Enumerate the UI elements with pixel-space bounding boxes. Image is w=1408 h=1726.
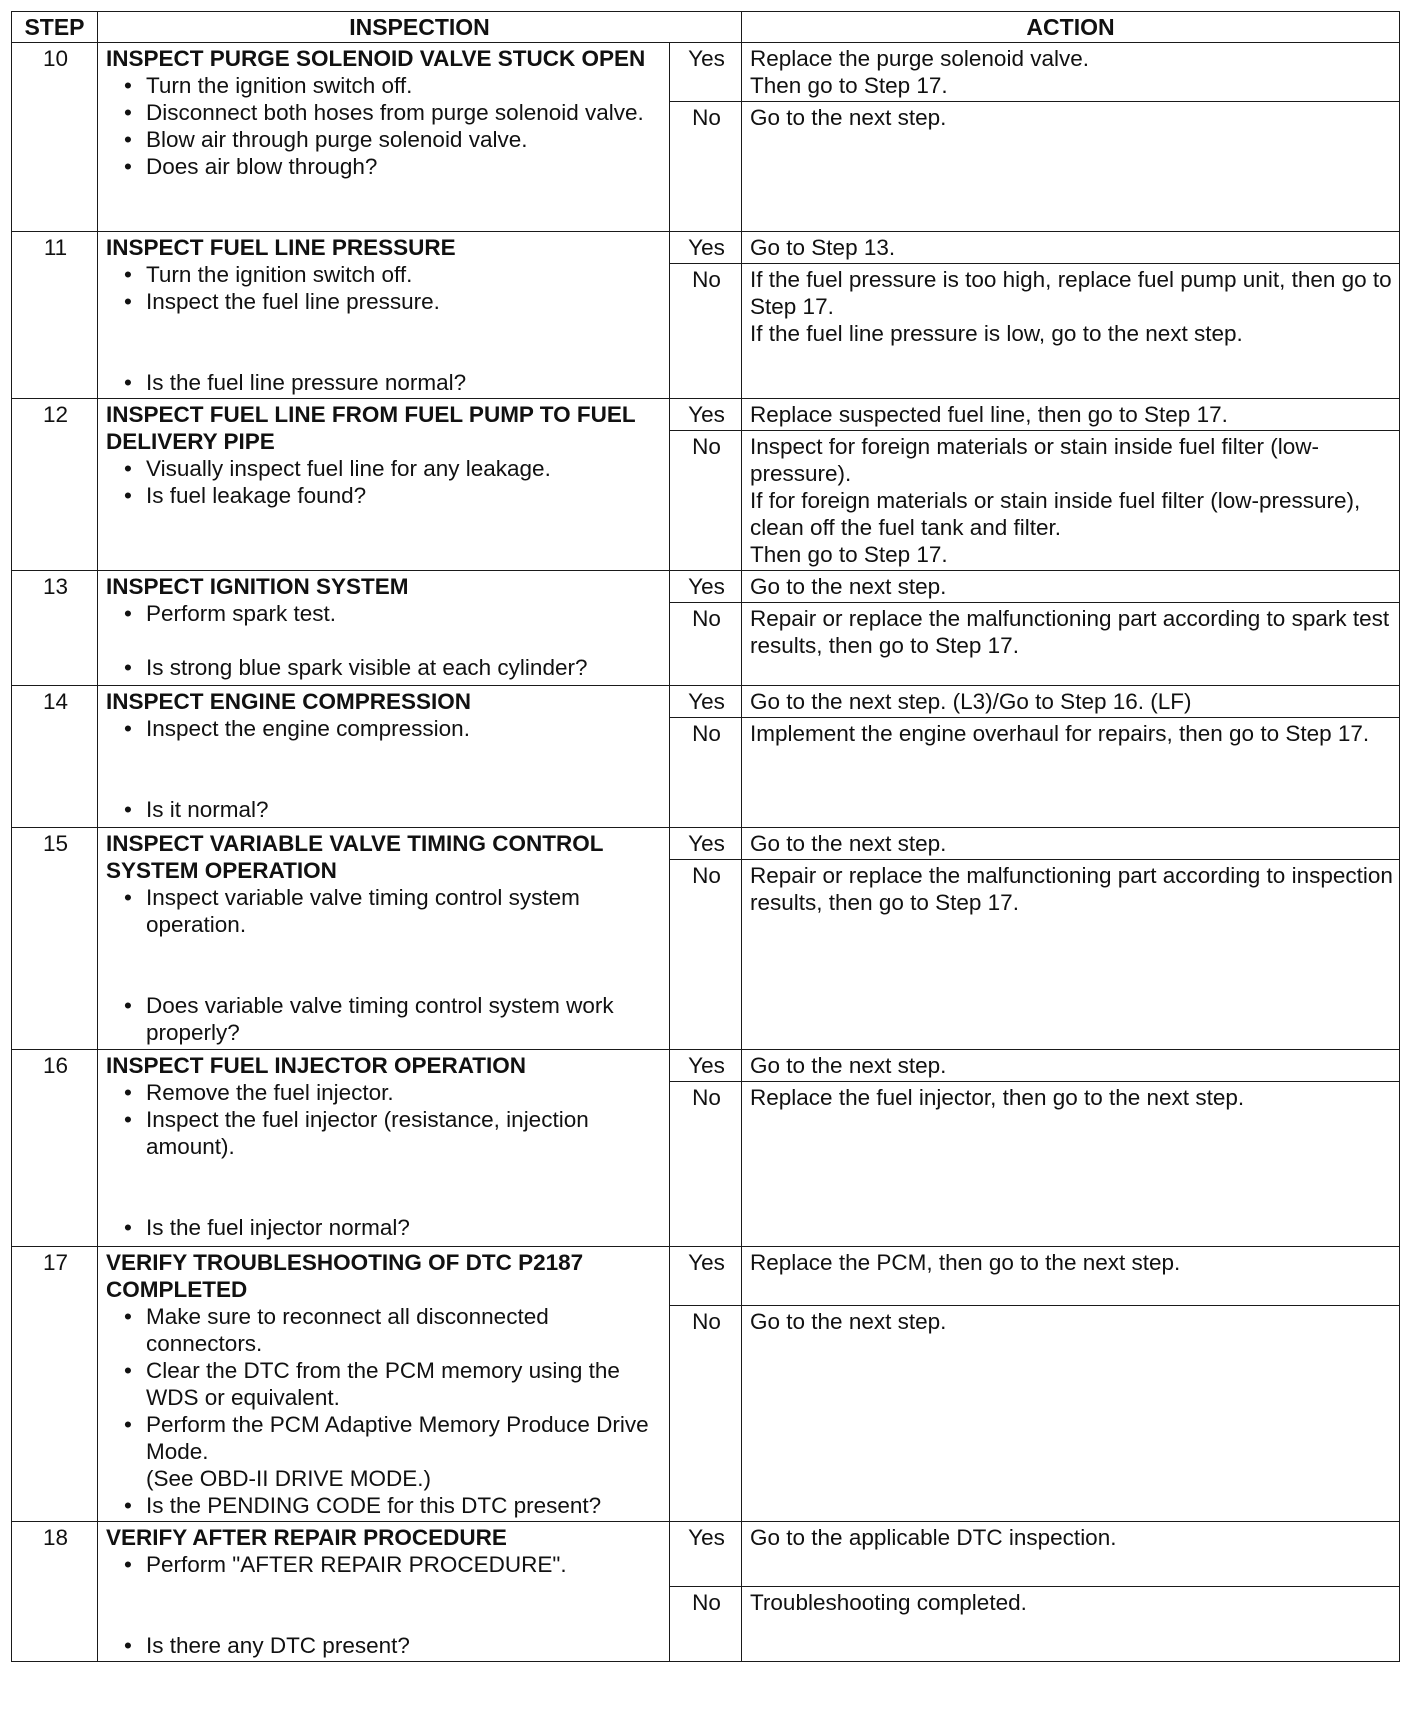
bullet-item: • Blow air through purge solenoid valve. [124, 126, 663, 153]
bullet-text: Perform the PCM Adaptive Memory Produce Drive Mode. [146, 1412, 649, 1464]
bullet-item: • Does air blow through? [124, 153, 663, 180]
inspection-cell [98, 1050, 670, 1247]
step-number: 14 [12, 686, 98, 828]
no-label: No [670, 1082, 742, 1247]
yes-label: Yes [670, 232, 742, 264]
step-row-yes [12, 686, 1400, 718]
step-number: 17 [12, 1247, 98, 1522]
no-label: No [670, 264, 742, 399]
yes-action [742, 399, 1400, 431]
action-line: Then go to Step 17. [750, 542, 948, 567]
no-action [742, 1587, 1400, 1662]
action-line: Troubleshooting completed. [750, 1590, 1027, 1616]
action-line: Repair or replace the malfunctioning part according to inspection results, then go to Step 17. [750, 863, 1393, 915]
no-label: No [670, 1587, 742, 1662]
bullet-item: • Inspect variable valve timing control system operation. [124, 884, 663, 938]
action-line: Implement the engine overhaul for repairs, then go to Step 17. [750, 721, 1370, 746]
bullet-item [124, 1411, 663, 1492]
bullet-item: • Is the fuel injector normal? [124, 1214, 663, 1241]
inspection-title: INSPECT FUEL LINE FROM FUEL PUMP TO FUEL DELIVERY PIPE [106, 402, 636, 454]
no-action [742, 718, 1400, 828]
bullet-item: • Disconnect both hoses from purge solenoid valve. [124, 99, 663, 126]
action-line: Then go to Step 17. [750, 73, 948, 98]
action-line: Go to the next step. [750, 831, 947, 856]
yes-action [742, 1247, 1400, 1306]
no-label: No [670, 718, 742, 828]
action-line: Replace the PCM, then go to the next step. [750, 1250, 1181, 1275]
inspection-cell [98, 686, 670, 828]
step-row-yes [12, 571, 1400, 603]
inspection-title: INSPECT FUEL INJECTOR OPERATION [106, 1053, 527, 1078]
no-label: No [670, 431, 742, 571]
header-row [12, 12, 1400, 43]
inspection-bullets [106, 1551, 663, 1659]
step-column-header: STEP [12, 12, 98, 43]
inspection-cell [98, 571, 670, 686]
bullet-item: • Make sure to reconnect all disconnected connectors. [124, 1303, 663, 1357]
yes-action [742, 232, 1400, 264]
no-action [742, 1082, 1400, 1247]
yes-label: Yes [670, 828, 742, 860]
no-label: No [670, 102, 742, 232]
yes-label: Yes [670, 1522, 742, 1587]
bullet-item: • Is the fuel line pressure normal? [124, 369, 663, 396]
inspection-cell [98, 232, 670, 399]
no-action [742, 431, 1400, 571]
inspection-title: INSPECT IGNITION SYSTEM [106, 574, 409, 599]
step-row-yes [12, 828, 1400, 860]
yes-action [742, 686, 1400, 718]
inspection-title: VERIFY TROUBLESHOOTING OF DTC P2187 COMPLETED [106, 1250, 584, 1302]
bullet-item: • Clear the DTC from the PCM memory using the WDS or equivalent. [124, 1357, 663, 1411]
inspection-cell [98, 399, 670, 571]
yes-action [742, 828, 1400, 860]
step-number: 10 [12, 43, 98, 232]
bullet-item: • Remove the fuel injector. [124, 1079, 663, 1106]
no-action [742, 264, 1400, 399]
action-line: Go to Step 13. [750, 235, 896, 260]
action-line: Go to the next step. (L3)/Go to Step 16. (LF) [750, 689, 1192, 714]
bullet-note: (See OBD-II DRIVE MODE.) [146, 1466, 432, 1491]
bullet-item: • Inspect the fuel injector (resistance, injection amount). [124, 1106, 663, 1160]
step-number: 13 [12, 571, 98, 686]
inspection-cell [98, 43, 670, 232]
step-row-yes [12, 232, 1400, 264]
inspection-title: INSPECT FUEL LINE PRESSURE [106, 235, 456, 260]
bullet-item: • Perform spark test. [124, 600, 663, 627]
step-row-yes [12, 43, 1400, 102]
inspection-bullets [106, 600, 663, 681]
no-label: No [670, 603, 742, 686]
step-row-yes [12, 1050, 1400, 1082]
action-line: Replace suspected fuel line, then go to Step 17. [750, 402, 1228, 427]
step-number: 11 [12, 232, 98, 399]
inspection-cell [98, 1522, 670, 1662]
bullet-item: • Perform "AFTER REPAIR PROCEDURE". [124, 1551, 663, 1578]
action-line: Replace the purge solenoid valve. [750, 46, 1089, 71]
no-label: No [670, 860, 742, 1050]
inspection-title: VERIFY AFTER REPAIR PROCEDURE [106, 1525, 507, 1550]
action-column-header: ACTION [742, 12, 1400, 43]
yes-label: Yes [670, 571, 742, 603]
inspection-title: INSPECT PURGE SOLENOID VALVE STUCK OPEN [106, 46, 646, 71]
action-line: If the fuel pressure is too high, replace fuel pump unit, then go to Step 17. [750, 267, 1392, 319]
yes-action [742, 1050, 1400, 1082]
step-number: 15 [12, 828, 98, 1050]
no-action [742, 603, 1400, 686]
inspection-bullets [106, 884, 663, 1046]
inspection-column-header: INSPECTION [98, 12, 742, 43]
no-label: No [670, 1305, 742, 1521]
action-line: If the fuel line pressure is low, go to the next step. [750, 321, 1243, 346]
inspection-title: INSPECT VARIABLE VALVE TIMING CONTROL SYSTEM OPERATION [106, 831, 604, 883]
bullet-item: • Does variable valve timing control system work properly? [124, 992, 663, 1046]
step-number: 12 [12, 399, 98, 571]
action-line: Go to the applicable DTC inspection. [750, 1525, 1117, 1550]
inspection-bullets [106, 1079, 663, 1241]
step-number: 16 [12, 1050, 98, 1247]
yes-action [742, 1522, 1400, 1587]
bullet-item: • Turn the ignition switch off. [124, 261, 663, 288]
yes-label: Yes [670, 43, 742, 102]
no-action [742, 1305, 1400, 1521]
yes-action [742, 571, 1400, 603]
yes-label: Yes [670, 399, 742, 431]
action-line: Go to the next step. [750, 574, 947, 599]
action-line: Go to the next step. [750, 105, 947, 130]
bullet-item: • Inspect the engine compression. [124, 715, 663, 742]
bullet-item: • Is there any DTC present? [124, 1632, 663, 1659]
action-line: Repair or replace the malfunctioning part according to spark test results, then go to Step 17. [750, 606, 1390, 658]
yes-label: Yes [670, 686, 742, 718]
inspection-bullets [106, 455, 663, 509]
step-number: 18 [12, 1522, 98, 1662]
action-line: If for foreign materials or stain inside fuel filter (low-pressure), clean off the fuel tank and filter. [750, 488, 1361, 540]
action-line: Inspect for foreign materials or stain inside fuel filter (low-pressure). [750, 434, 1319, 486]
inspection-cell [98, 828, 670, 1050]
action-line: Go to the next step. [750, 1053, 947, 1078]
action-line: Go to the next step. [750, 1308, 947, 1334]
bullet-item: • Is fuel leakage found? [124, 482, 663, 509]
bullet-item: • Turn the ignition switch off. [124, 72, 663, 99]
action-line: Replace the fuel injector, then go to the next step. [750, 1085, 1245, 1110]
yes-action [742, 43, 1400, 102]
bullet-item: • Visually inspect fuel line for any leakage. [124, 455, 663, 482]
bullet-item: • Is strong blue spark visible at each cylinder? [124, 654, 663, 681]
inspection-title: INSPECT ENGINE COMPRESSION [106, 689, 472, 714]
inspection-bullets [106, 715, 663, 823]
no-action [742, 860, 1400, 1050]
bullet-item: • Is it normal? [124, 796, 663, 823]
bullet-item: • Inspect the fuel line pressure. [124, 288, 663, 315]
inspection-bullets [106, 72, 663, 180]
step-row-yes [12, 1247, 1400, 1306]
no-action [742, 102, 1400, 232]
yes-label: Yes [670, 1050, 742, 1082]
troubleshooting-table [11, 11, 1400, 1662]
bullet-item: • Is the PENDING CODE for this DTC present? [124, 1492, 663, 1519]
step-row-yes [12, 1522, 1400, 1587]
inspection-cell [98, 1247, 670, 1522]
inspection-bullets [106, 261, 663, 396]
inspection-bullets [106, 1303, 663, 1519]
step-row-yes [12, 399, 1400, 431]
yes-label: Yes [670, 1247, 742, 1306]
